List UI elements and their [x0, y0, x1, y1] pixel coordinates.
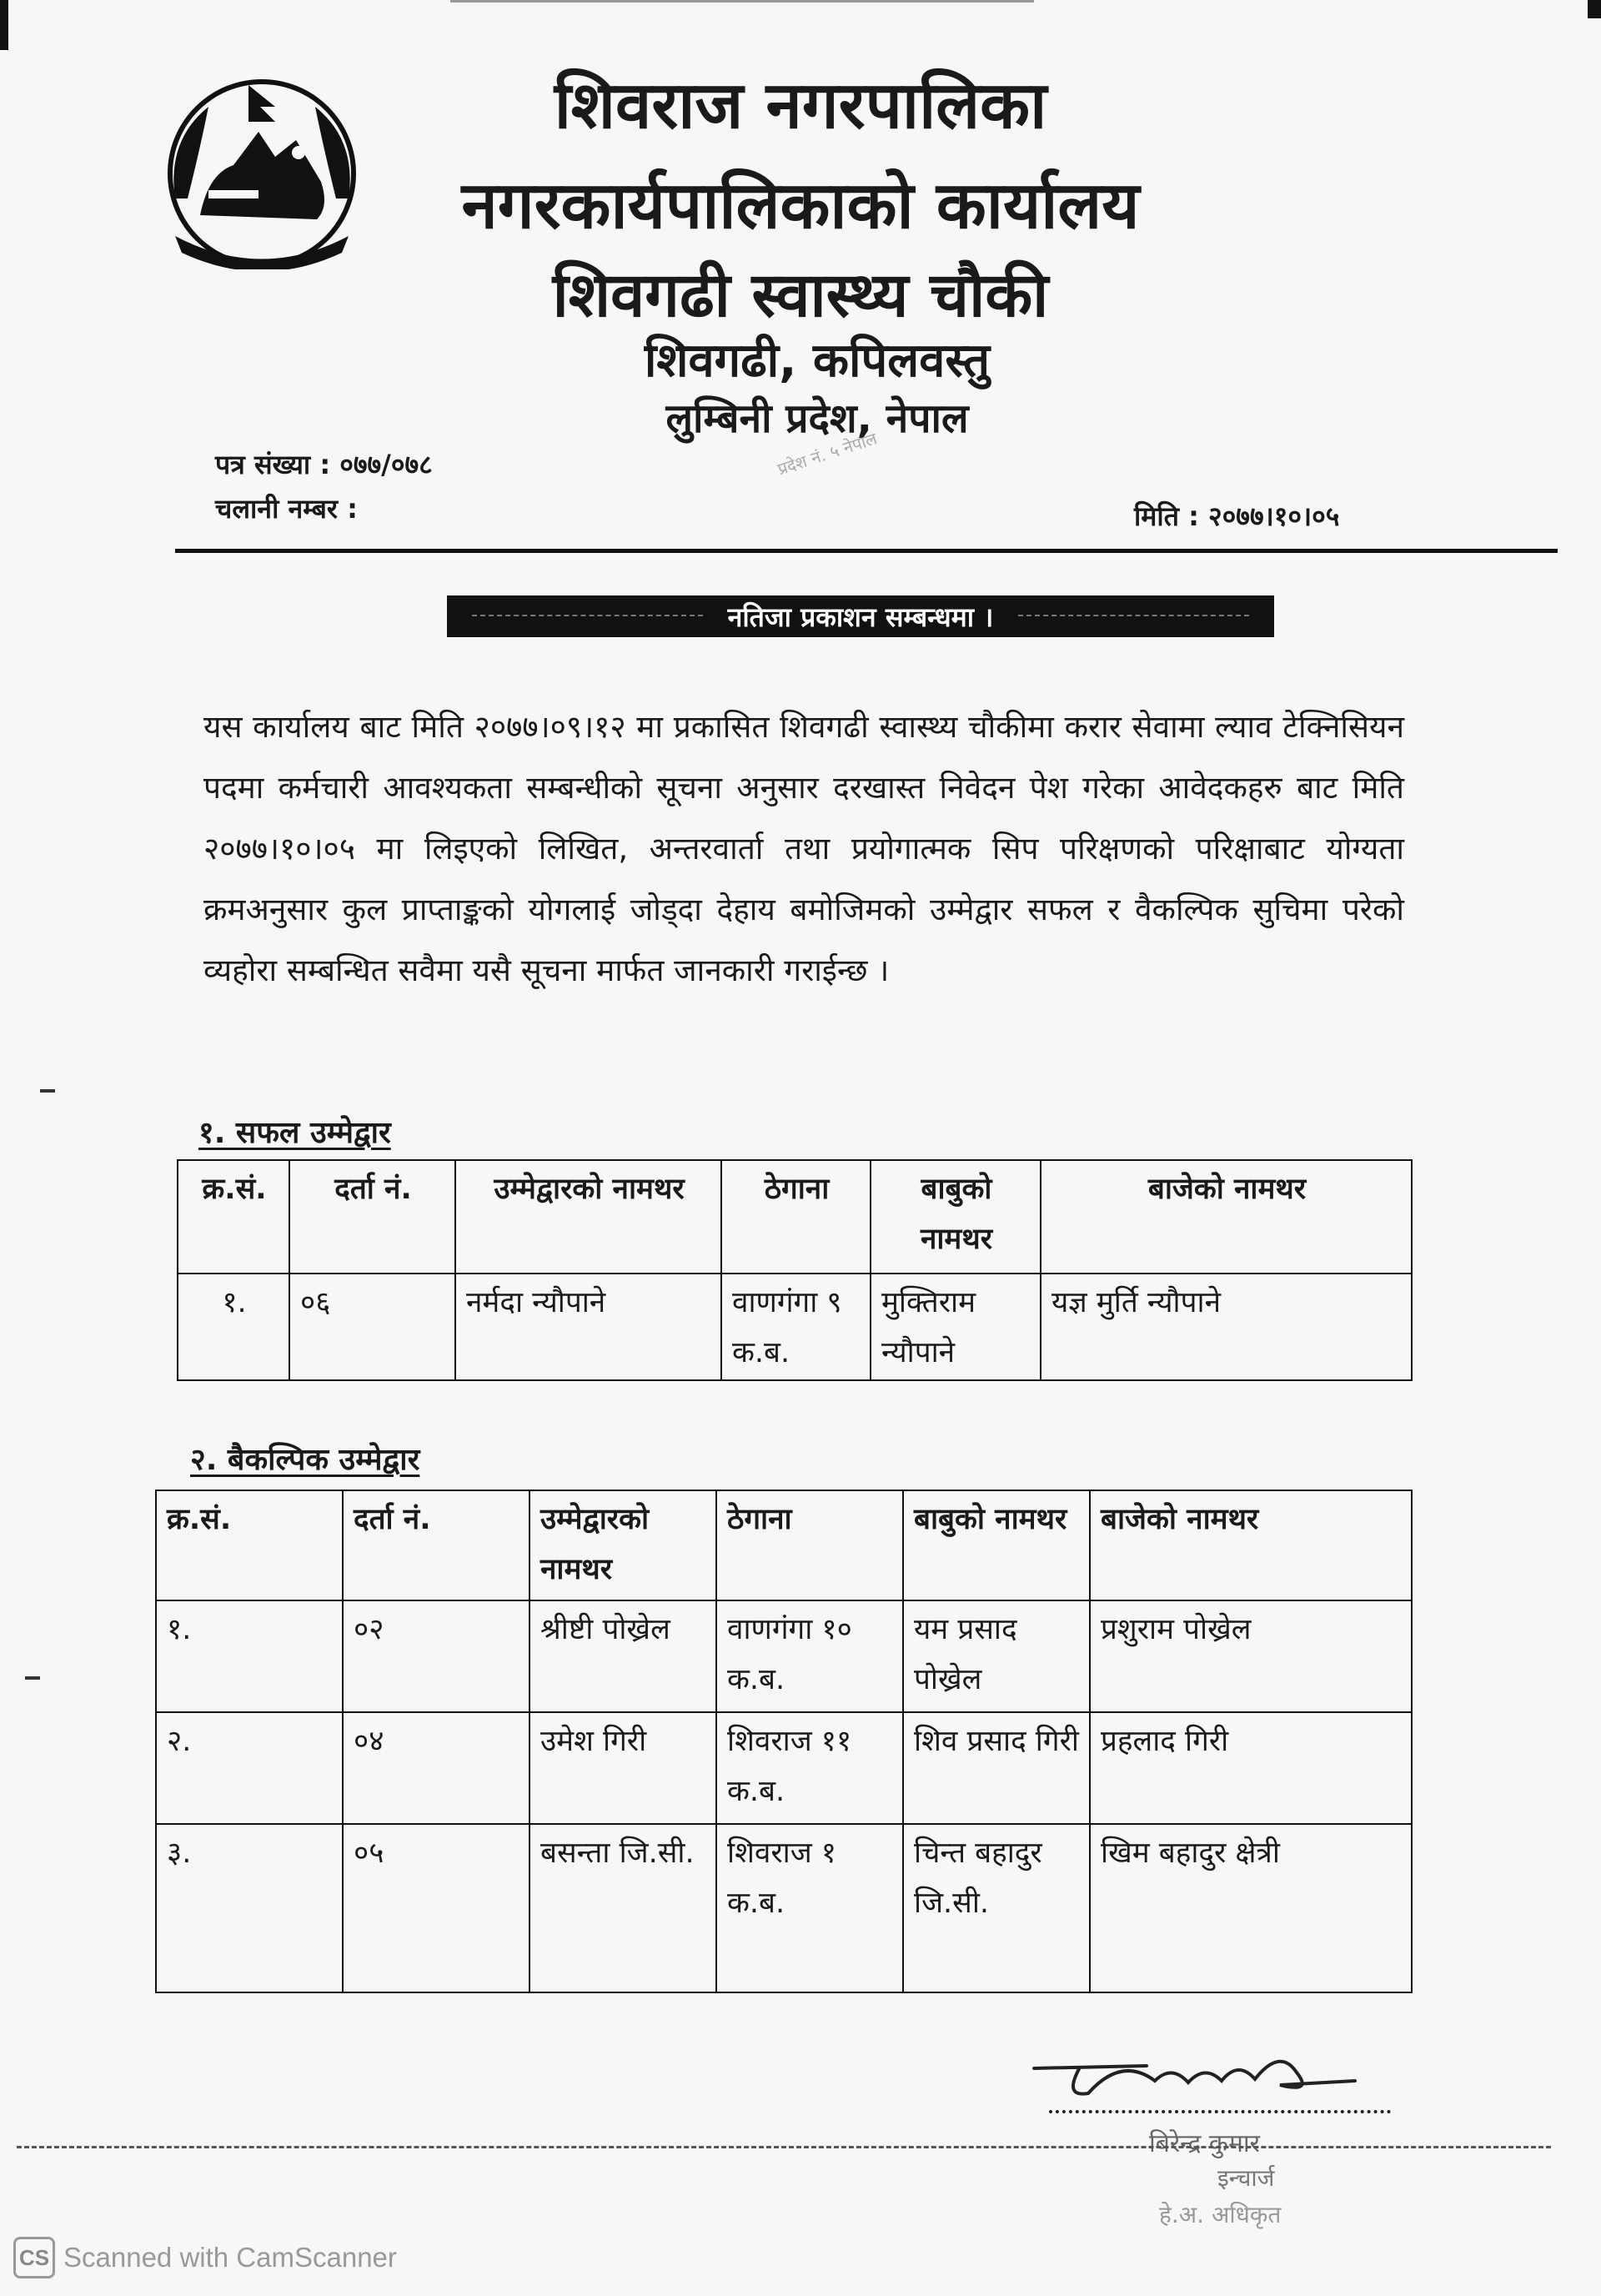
col-grandfather-name: बाजेको नामथर: [1090, 1490, 1412, 1600]
banner-decoration: [472, 615, 703, 618]
table-row: [156, 1824, 1412, 1992]
cell-grandfather-name: यज्ञ मुर्ति न्यौपाने: [1041, 1274, 1412, 1380]
cell-father-name: चिन्त बहादुर जि.सी.: [903, 1824, 1090, 1992]
col-reg-no: दर्ता नं.: [343, 1490, 529, 1600]
cell-father-name: शिव प्रसाद गिरी: [903, 1712, 1090, 1824]
successful-candidates-title: १. सफल उम्मेद्वार: [198, 1116, 391, 1150]
cell-serial: ३.: [156, 1824, 343, 1992]
scan-corner-mark: [1588, 0, 1601, 18]
table-header-row: [178, 1160, 1412, 1274]
bottom-dashed-line: [17, 2146, 1551, 2148]
successful-candidates-table: [177, 1159, 1413, 1381]
notice-body: यस कार्यालय बाट मिति २०७७।०९।१२ मा प्रकासित शिवगढी स्वास्थ्य चौकीमा करार सेवामा ल्याव टेक्निसियन पदमा कर्मचारी आवश्यकता सम्बन्धीको सूचना अनुसार दरखास्त निवेदन पेश गरेका आवेदकहरु बाट मिति २०७७।१०।०५ मा लिइएको लिखित, अन्तरवार्ता तथा प्रयोगात्मक सिप परिक्षणको परिक्षाबाट योग्यता क्रमअनुसार कुल प्राप्ताङ्कको योगलाई जोड्दा देहाय बमोजिमको उम्मेद्वार सफल र वैकल्पिक सुचिमा परेको व्यहोरा सम्बन्धित सवैमा यसै सूचना मार्फत जानकारी गराईन्छ ।: [203, 709, 1404, 988]
scan-artifact: [25, 1676, 40, 1680]
cell-candidate-name: श्रीष्टी पोख्रेल: [529, 1600, 716, 1712]
table-header-row: [156, 1490, 1412, 1600]
cell-candidate-name: बसन्ता जि.सी.: [529, 1824, 716, 1992]
cell-address: वाणगंगा १० क.ब.: [716, 1600, 903, 1712]
cell-grandfather-name: खिम बहादुर क्षेत्री: [1090, 1824, 1412, 1992]
province-line: लुम्बिनी प्रदेश, नेपाल: [665, 395, 969, 442]
signatory-role: इन्चार्ज: [1217, 2164, 1275, 2192]
faded-stamp: प्रदेश नं. ५ नेपाल: [775, 428, 880, 480]
signatory-office: हे.अ. अधिकृत: [1159, 2201, 1282, 2228]
scan-artifact: [40, 1089, 55, 1093]
signature-line: [1049, 2110, 1391, 2113]
col-address: ठेगाना: [721, 1160, 871, 1274]
alternate-candidates-title: २. बैकल्पिक उम्मेद्वार: [190, 1443, 420, 1477]
cell-candidate-name: नर्मदा न्यौपाने: [455, 1274, 721, 1380]
col-grandfather-name: बाजेको नामथर: [1041, 1160, 1412, 1274]
col-candidate-name: उम्मेद्वारको नामथर: [529, 1490, 716, 1600]
cell-address: शिवराज ११ क.ब.: [716, 1712, 903, 1824]
cell-reg-no: ०४: [343, 1712, 529, 1824]
table-row: [156, 1712, 1412, 1824]
dispatch-number: चलानी नम्बर :: [215, 493, 358, 525]
cell-candidate-name: उमेश गिरी: [529, 1712, 716, 1824]
camscanner-logo-icon: CS: [13, 2237, 55, 2278]
cell-serial: २.: [156, 1712, 343, 1824]
col-father-name: बाबुको नामथर: [871, 1160, 1041, 1274]
col-address: ठेगाना: [716, 1490, 903, 1600]
scanner-watermark: [13, 2237, 397, 2278]
alternate-candidates-table: [155, 1490, 1413, 1993]
col-reg-no: दर्ता नं.: [289, 1160, 455, 1274]
cell-address: वाणगंगा ९ क.ब.: [721, 1274, 871, 1380]
letter-date: मिति : २०७७।१०।०५: [1134, 500, 1340, 532]
signature-mark: [1030, 2047, 1363, 2106]
office-name: नगरकार्यपालिकाको कार्यालय: [461, 168, 1140, 244]
cell-serial: १.: [156, 1600, 343, 1712]
signatory-name: बिरेन्द्र कुमार: [1149, 2129, 1260, 2158]
scan-edge-line: [450, 0, 1034, 3]
subject-banner: [447, 595, 1274, 637]
cell-reg-no: ०२: [343, 1600, 529, 1712]
col-serial: क्र.सं.: [156, 1490, 343, 1600]
subject-text: नतिजा प्रकाशन सम्बन्धमा ।: [727, 600, 994, 633]
cell-grandfather-name: प्रहलाद गिरी: [1090, 1712, 1412, 1824]
scanner-watermark-text: Scanned with CamScanner: [63, 2242, 397, 2273]
banner-decoration: [1018, 615, 1249, 618]
table-row: [178, 1274, 1412, 1380]
col-serial: क्र.सं.: [178, 1160, 289, 1274]
health-post-name: शिवगढी स्वास्थ्य चौकी: [552, 259, 1049, 331]
cell-reg-no: ०६: [289, 1274, 455, 1380]
col-candidate-name: उम्मेद्वारको नामथर: [455, 1160, 721, 1274]
address-line: शिवगढी, कपिलवस्तु: [644, 334, 991, 388]
cell-father-name: यम प्रसाद पोख्रेल: [903, 1600, 1090, 1712]
cell-serial: १.: [178, 1274, 289, 1380]
cell-address: शिवराज १ क.ब.: [716, 1824, 903, 1992]
cell-reg-no: ०५: [343, 1824, 529, 1992]
scan-corner-mark: [0, 0, 8, 50]
header-divider: [175, 549, 1558, 553]
cell-father-name: मुक्तिराम न्यौपाने: [871, 1274, 1041, 1380]
reference-number: पत्र संख्या : ०७७/०७८: [215, 449, 433, 480]
col-father-name: बाबुको नामथर: [903, 1490, 1090, 1600]
municipality-name: शिवराज नगरपालिका: [554, 68, 1047, 143]
cell-grandfather-name: प्रशुराम पोख्रेल: [1090, 1600, 1412, 1712]
table-row: [156, 1600, 1412, 1712]
